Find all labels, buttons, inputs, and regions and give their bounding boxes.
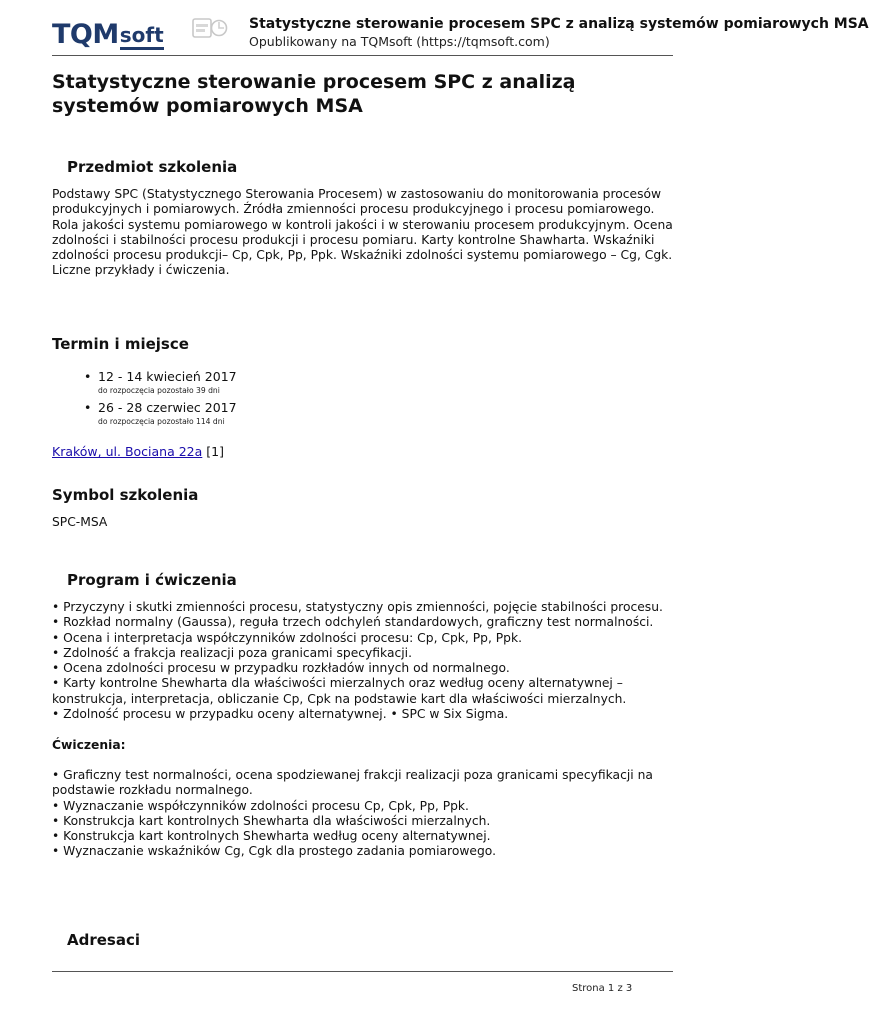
section-heading-przedmiot: Przedmiot szkolenia <box>67 158 238 176</box>
exercises-heading: Ćwiczenia: <box>52 738 126 752</box>
exercises-list <box>52 768 677 860</box>
exercise-line: • Konstrukcja kart kontrolnych Shewharta według oceny alternatywnej. <box>52 829 491 844</box>
date-countdown: do rozpoczęcia pozostało 39 dni <box>98 386 220 395</box>
exercise-line: • Wyznaczanie współczynników zdolności procesu Cp, Cpk, Pp, Ppk. <box>52 798 469 813</box>
program-line: • Rozkład normalny (Gaussa), reguła trzech odchyleń standardowych, graficzny test normalności. <box>52 615 654 630</box>
section-heading-termin: Termin i miejsce <box>52 335 189 353</box>
header-published-note: Opublikowany na TQMsoft (https://tqmsoft.com) <box>249 34 550 49</box>
exercise-line: • Wyznaczanie wskaźników Cg, Cgk dla prostego zadania pomiarowego. <box>52 844 496 859</box>
program-list <box>52 600 677 722</box>
page-number: Strona 1 z 3 <box>572 983 633 994</box>
exercise-line: • Graficzny test normalności, ocena spodziewanej frakcji realizacji poza granicami specyfikacji na <box>52 768 653 782</box>
logo-main-text: TQM <box>52 19 119 50</box>
header-document-title: Statystyczne sterowanie procesem SPC z analizą systemów pomiarowych MSA <box>249 16 869 32</box>
location-reference: [1] <box>206 444 225 459</box>
date-item <box>82 399 237 427</box>
page-header <box>52 14 869 56</box>
section-heading-symbol: Symbol szkolenia <box>52 486 199 504</box>
exercise-line: podstawie rozkładu normalnego. <box>52 783 253 798</box>
location-link[interactable]: Kraków, ul. Bociana 22a <box>52 444 203 459</box>
section-heading-program: Program i ćwiczenia <box>67 571 237 589</box>
exercise-line: • Konstrukcja kart kontrolnych Shewharta dla właściwości mierzalnych. <box>52 813 491 828</box>
logo-suffix-text: soft <box>120 23 164 50</box>
program-line: • Ocena i interpretacja współczynników zdolności procesu: Cp, Cpk, Pp, Ppk. <box>52 630 523 645</box>
date-range: • 26 - 28 czerwiec 2017 <box>98 400 237 415</box>
page-title: Statystyczne sterowanie procesem SPC z analizą systemów pomiarowych MSA <box>52 71 576 117</box>
symbol-value: SPC-MSA <box>52 515 108 529</box>
program-line: • Zdolność a frakcja realizacji poza granicami specyfikacji. <box>52 645 412 660</box>
section-heading-adresaci: Adresaci <box>67 931 141 949</box>
program-line: • Zdolność procesu w przypadku oceny alternatywnej. • SPC w Six Sigma. <box>52 707 509 722</box>
logo-emblem-icon <box>192 16 228 42</box>
przedmiot-description: Podstawy SPC (Statystycznego Sterowania Procesem) w zastosowaniu do monitorowania procesów produkcyjnych i pomiarowych. Źródła zmienności procesu produkcyjnego i procesu pomiarowego. Rola jakości systemu pomiarowego w kontroli jakości i w sterowaniu procesem produkcyjnym. Ocena zdolności i stabilności procesu produkcji i procesu pomiaru. Karty kontrolne Shawharta. Wskaźniki zdolności procesu produkcji– Cp, Cpk, Pp, Ppk. Wskaźniki zdolności systemu pomiarowego – Cg, Cgk. Liczne przykłady i ćwiczenia. <box>52 187 673 278</box>
date-countdown: do rozpoczęcia pozostało 114 dni <box>98 417 225 426</box>
date-range: • 12 - 14 kwiecień 2017 <box>98 369 237 384</box>
program-line: • Karty kontrolne Shewharta dla właściwości mierzalnych oraz według oceny alternatywnej – <box>52 676 623 691</box>
header-divider <box>52 55 673 56</box>
program-line: • Ocena zdolności procesu w przypadku rozkładów innych od normalnego. <box>52 661 510 676</box>
program-line: konstrukcja, interpretacja, obliczanie Cp, Cpk na podstawie kart dla właściwości mierzalnych. <box>52 691 627 706</box>
program-line: • Przyczyny i skutki zmienności procesu, statystyczny opis zmienności, pojęcie stabilności procesu. <box>52 600 663 614</box>
date-list <box>82 368 237 430</box>
tqmsoft-logo <box>52 16 164 50</box>
location-line <box>52 444 224 460</box>
date-item <box>82 368 237 396</box>
footer-divider <box>52 971 673 972</box>
